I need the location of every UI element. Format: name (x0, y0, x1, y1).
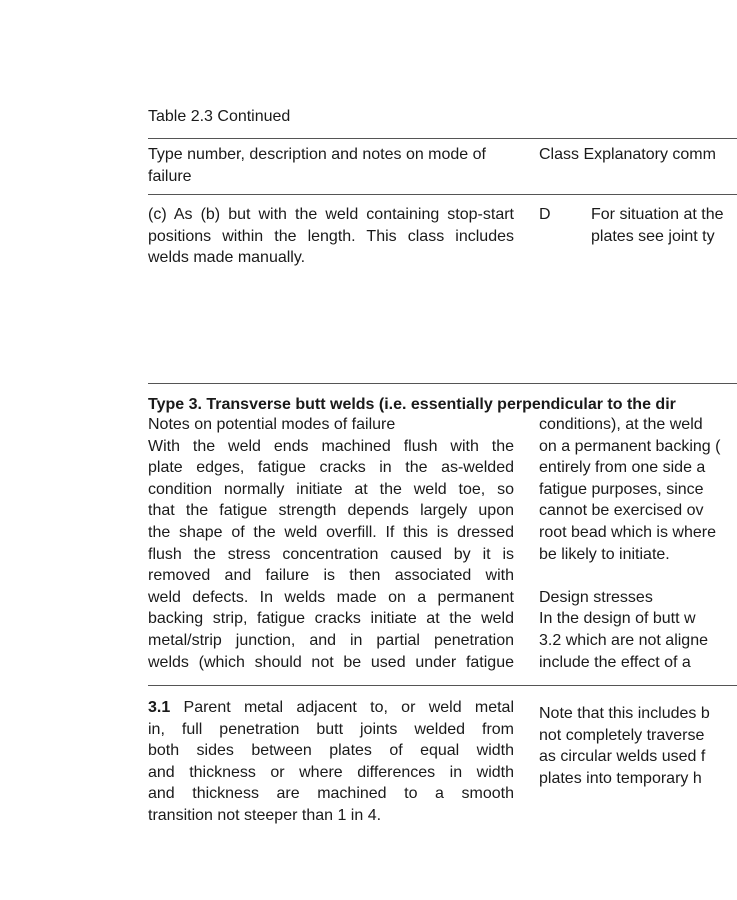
row-3-1-line (148, 697, 514, 719)
row-3-1-top-rule (148, 685, 737, 686)
notes-right-line: fatigue purposes, since (539, 480, 704, 498)
table-top-rule (148, 138, 737, 139)
row-3-1-line: both sides between plates of equal width (148, 742, 514, 760)
notes-right-line: entirely from one side a (539, 459, 706, 477)
notes-right-line: on a permanent backing ( (539, 437, 721, 455)
design-line: include the effect of a (539, 653, 691, 671)
row-3-1-line: and thickness are machined to a smooth (148, 785, 514, 803)
notes-line: flush the stress concentration caused by it is (148, 545, 514, 563)
notes-line: weld defects. In welds made on a permanent (148, 588, 514, 606)
design-title: Design stresses (539, 588, 653, 606)
type3-heading: Type 3. Transverse butt welds (i.e. essentially perpendicular to the dir (148, 396, 676, 413)
spacer (539, 565, 737, 587)
notes-line: With the weld ends machined flush with the (148, 437, 514, 455)
notes-right-line: be likely to initiate. (539, 545, 670, 563)
row-c-comment-line: For situation at the (591, 206, 724, 223)
row-c-description: (c) As (b) but with the weld containing stop-start positions within the length. This class includes welds made manually. (148, 206, 514, 267)
header-col2: Class Explanatory comm (539, 146, 716, 163)
header-col1: Type number, description and notes on mode of failure (148, 146, 486, 185)
notes-line: condition normally initiate at the weld toe, so (148, 480, 514, 498)
notes-line: the shape of the weld overfill. If this is dressed (148, 523, 514, 541)
notes-line: plate edges, fatigue cracks in the as-welded (148, 459, 514, 477)
type3-top-rule (148, 383, 737, 384)
header-bottom-rule (148, 194, 737, 195)
notes-title: Notes on potential modes of failure (148, 416, 396, 433)
row-c-class: D (539, 206, 551, 223)
row-3-1-comment-line: plates into temporary h (539, 769, 702, 787)
row-3-1-comment-line: as circular welds used f (539, 748, 706, 766)
notes-line: backing strip, fatigue cracks initiate at the weld (148, 610, 514, 628)
notes-line: welds (which should not be used under fatigue (148, 653, 514, 671)
row-3-1-line: and thickness or where differences in width (148, 763, 514, 781)
row-3-1-comment-line: Note that this includes b (539, 705, 710, 722)
row-c-comment (591, 204, 737, 247)
row-3-1-line: in, full penetration butt joints welded from (148, 720, 514, 738)
notes-line: that the fatigue strength depends largely upon (148, 502, 514, 520)
table-caption: Table 2.3 Continued (148, 108, 291, 125)
notes-line: removed and failure is then associated with (148, 567, 514, 585)
row-3-1-comment-line: not completely traverse (539, 726, 705, 744)
row-3-1-number: 3.1 (148, 699, 171, 716)
type3-right-column (539, 414, 737, 673)
design-line: In the design of butt w (539, 610, 696, 628)
type3-left-column (148, 414, 514, 673)
row-3-1-line: transition not steeper than 1 in 4. (148, 806, 382, 824)
notes-line: metal/strip junction, and in partial penetration (148, 631, 514, 649)
design-line: 3.2 which are not aligne (539, 631, 708, 649)
notes-right-line: conditions), at the weld (539, 416, 703, 433)
row-3-1-description (148, 697, 514, 827)
row-c-comment-line: plates see joint ty (591, 227, 715, 245)
notes-right-line: root bead which is where (539, 523, 716, 541)
row-3-1-comment (539, 703, 737, 789)
notes-right-line: cannot be exercised ov (539, 502, 704, 520)
row-3-1-first-line: Parent metal adjacent to, or weld metal (170, 699, 514, 716)
